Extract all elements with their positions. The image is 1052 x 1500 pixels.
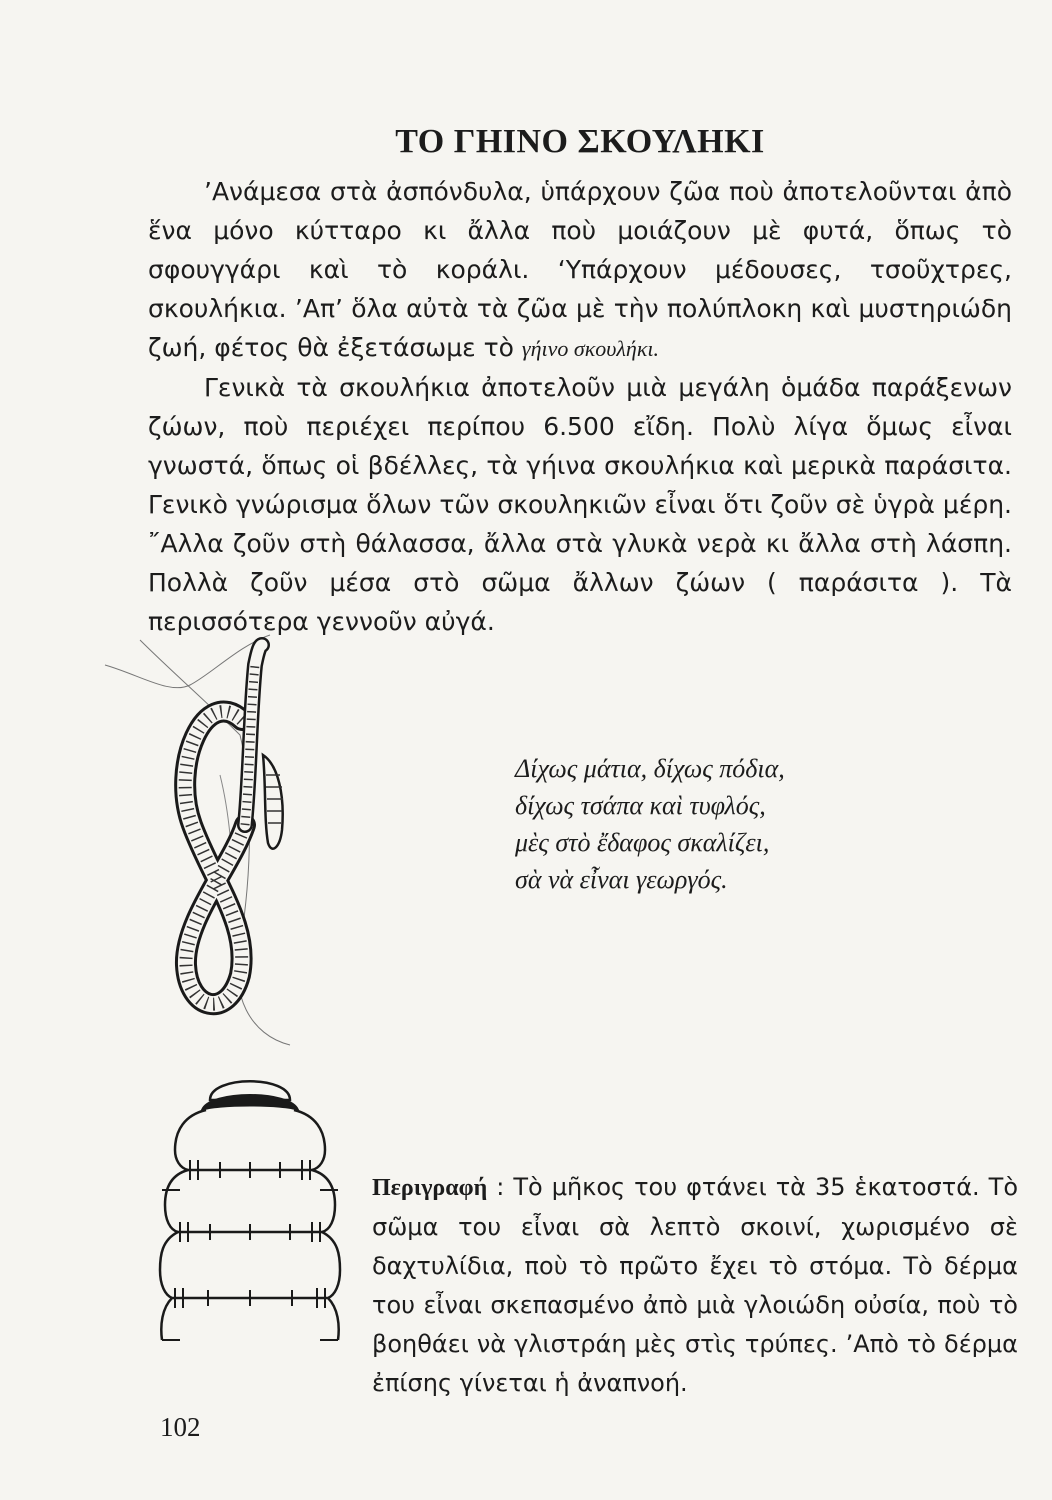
page-title: ΤΟ ΓΗΙΝΟ ΣΚΟΥΛΗΚΙ: [395, 122, 765, 160]
description-text: Τὸ μῆκος του φτάνει τὰ 35 ἑκατοστά. Τὸ σῶμα του εἶναι σὰ λεπτὸ σκοινί, χωρισμένο σὲ δαχτυλίδια, ποὺ τὸ πρῶτο ἔχει τὸ στόμα. Τὸ δέρμα του εἶναι σκεπασμένο ἀπὸ μιὰ γλοιώδη οὐσία, ποὺ τὸ βοηθάει νὰ γλιστράη μὲς στὶς τρύπες. ’Απὸ τὸ δέρμα ἐπίσης γίνεται ἡ ἀναπνοή.: [372, 1173, 1019, 1397]
intro-paragraph-1: [148, 172, 1012, 368]
earthworm-drawing-icon: [100, 615, 330, 1055]
emphasized-term: γήινο σκουλήκι.: [521, 336, 660, 361]
page-number: 102: [160, 1412, 201, 1442]
description: Περιγραφή : Τὸ μῆκος του φτάνει τὰ 35 ἑκατοστά. Τὸ σῶμα του εἶναι σὰ λεπτὸ σκοινί, χωρισμένο σὲ δαχτυλίδια, ποὺ τὸ πρῶτο ἔχει τὸ στόμα. Τὸ δέρμα του εἶναι σκεπασμένο ἀπὸ μιὰ γλοιώδη οὐσία, ποὺ τὸ βοηθάει νὰ γλιστράη μὲς στὶς τρύπες. ’Απὸ τὸ δέρμα ἐπίσης γίνεται ἡ ἀναπνοή.: [372, 1173, 1019, 1397]
poem-line: μὲς στὸ ἔδαφος σκαλίζει,: [515, 828, 770, 857]
intro-text: [148, 172, 1012, 641]
worm-segments-drawing-icon: [150, 1070, 350, 1370]
poem: [515, 750, 935, 898]
poem-line: Δίχως μάτια, δίχως πόδια,: [515, 754, 785, 783]
description-label: Περιγραφή: [372, 1175, 488, 1201]
poem-line: σὰ νὰ εἶναι γεωργός.: [515, 865, 728, 894]
intro-paragraph-1-text: ’Ανάμεσα στὰ ἀσπόνδυλα, ὑπάρχουν ζῶα ποὺ ἀποτελοῦνται ἀπὸ ἕνα μόνο κύτταρο κι ἄλλα ποὺ μοιάζουν μὲ φυτά, ὅπως τὸ σφουγγάρι καὶ τὸ κοράλι. ‘Υπάρχουν μέδουσες, τσοῦχτρες, σκουλήκια. ’Απ’ ὅλα αὐτὰ τὰ ζῶα μὲ τὴν πολύπλοκη καὶ μυστηριώδη ζωή, φέτος θὰ ἐξετάσωμε τὸ: [148, 177, 1012, 362]
poem-line: δίχως τσάπα καὶ τυφλός,: [515, 791, 766, 820]
intro-paragraph-2: Γενικὰ τὰ σκουλήκια ἀποτελοῦν μιὰ μεγάλη ὁμάδα παράξενων ζώων, ποὺ περιέχει περίπου 6.500 εἴδη. Πολὺ λίγα ὅμως εἶναι γνωστά, ὅπως οἱ βδέλλες, τὰ γήινα σκουλήκια καὶ μερικὰ παράσιτα. Γενικὸ γνώρισμα ὅλων τῶν σκουληκιῶν εἶναι ὅτι ζοῦν σὲ ὑγρὰ μέρη. ῎Αλλα ζοῦν στὴ θάλασσα, ἄλλα στὰ γλυκὰ νερὰ κι ἄλλα στὴ λάσπη. Πολλὰ ζοῦν μέσα στὸ σῶμα ἄλλων ζώων ( παράσιτα ). Τὰ περισσότερα γεννοῦν αὐγά.: [148, 373, 1012, 636]
